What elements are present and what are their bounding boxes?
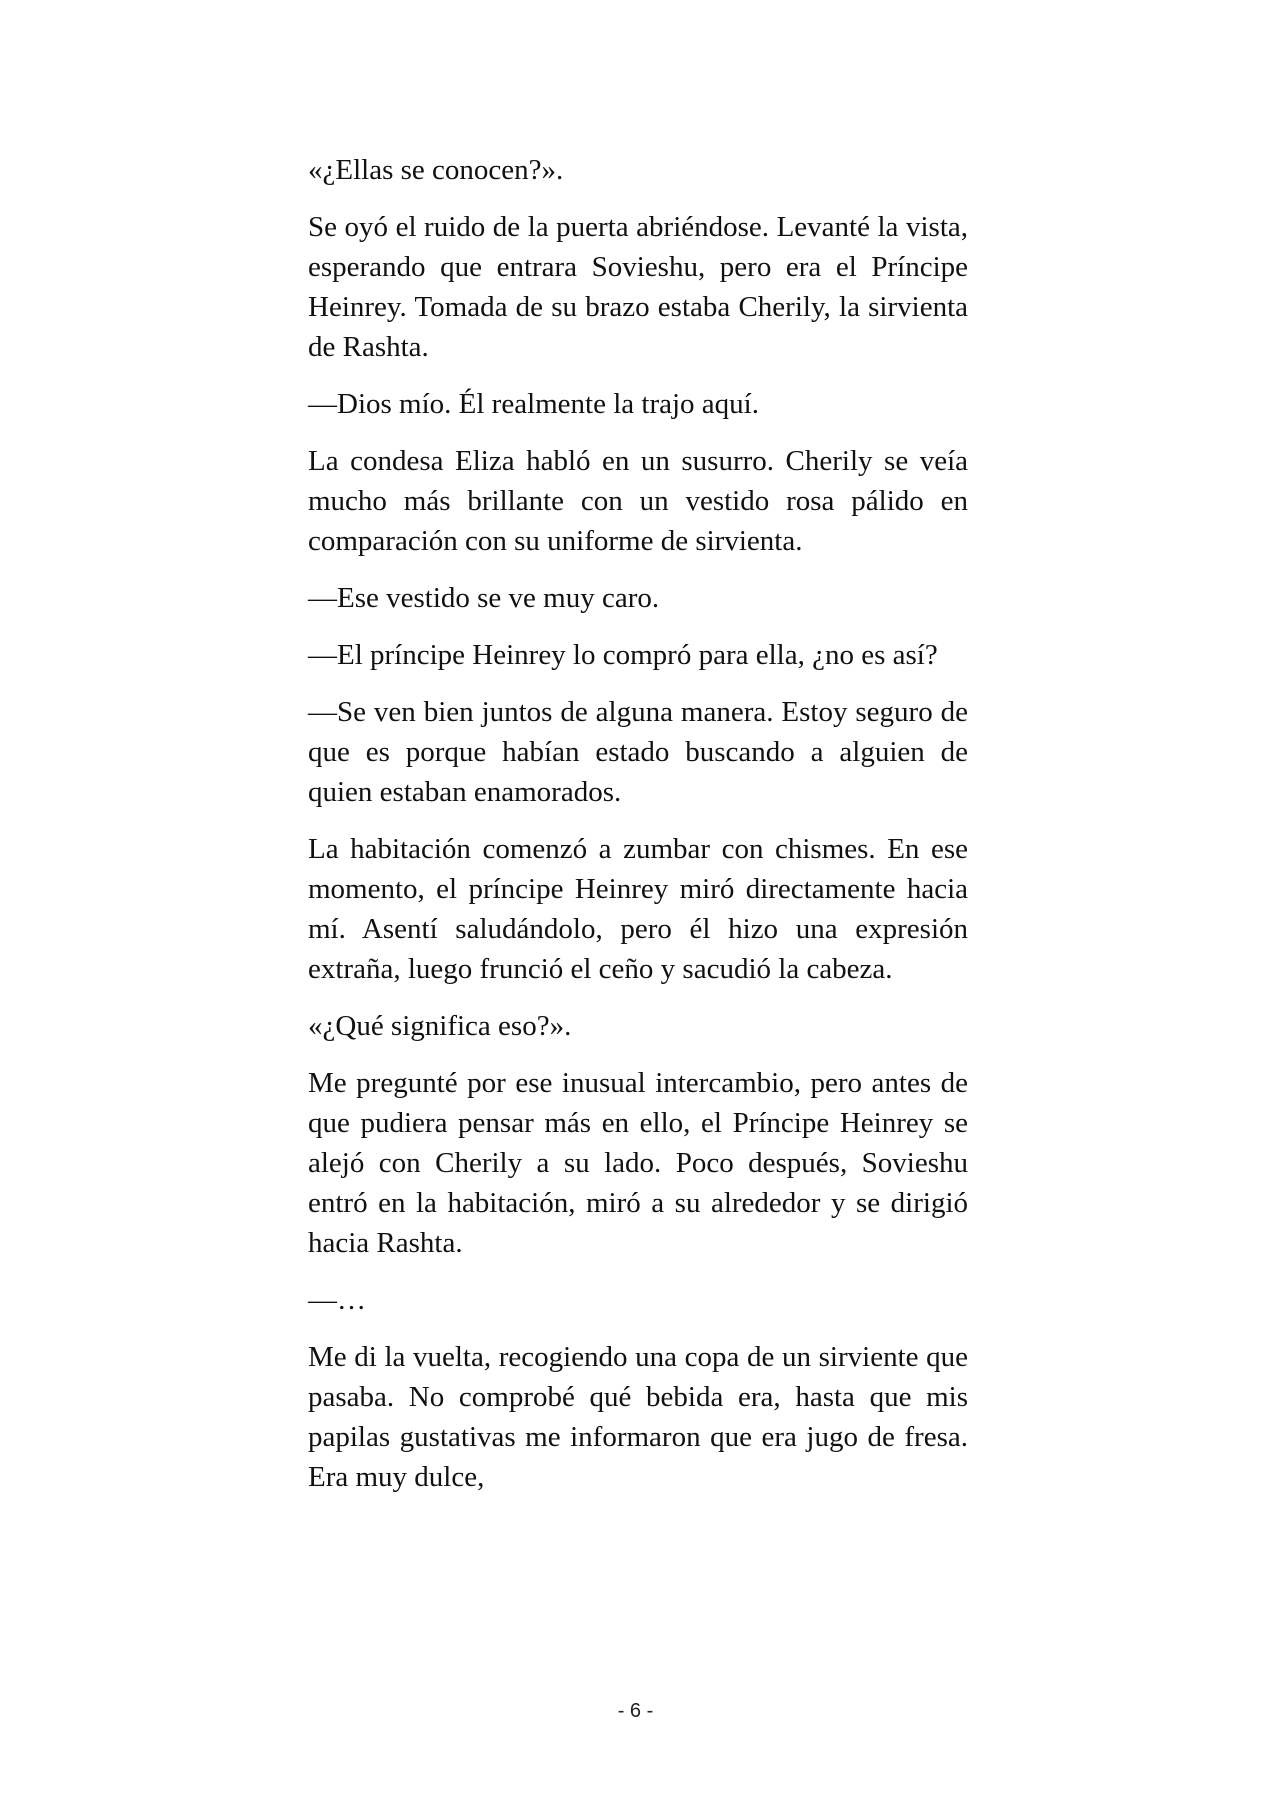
paragraph-6: —El príncipe Heinrey lo compró para ella, ¿no es así? <box>308 639 938 671</box>
paragraph-9: «¿Qué significa eso?». <box>308 1010 572 1042</box>
paragraph-11: —… <box>308 1284 366 1316</box>
paragraph-12: Me di la vuelta, recogiendo una copa de un sirviente que pasaba. No comprobé qué bebida era, hasta que mis papilas gustativas me informaron que era jugo de fresa. Era muy dulce, <box>308 1341 968 1493</box>
page-number: - 6 - <box>617 1700 654 1722</box>
paragraph-1: «¿Ellas se conocen?». <box>308 154 564 186</box>
paragraph-10: Me pregunté por ese inusual intercambio, pero antes de que pudiera pensar más en ello, el Príncipe Heinrey se alejó con Cherily a su lado. Poco después, Sovieshu entró en la habitación, miró a su alrededor y se dirigió hacia Rashta. <box>308 1067 968 1259</box>
body-text <box>308 150 968 1514</box>
paragraph-3: —Dios mío. Él realmente la trajo aquí. <box>308 388 759 420</box>
paragraph-2: Se oyó el ruido de la puerta abriéndose. Levanté la vista, esperando que entrara Sovieshu, pero era el Príncipe Heinrey. Tomada de su brazo estaba Cherily, la sirvienta de Rashta. <box>308 211 968 363</box>
paragraph-4: La condesa Eliza habló en un susurro. Cherily se veía mucho más brillante con un vestido rosa pálido en comparación con su uniforme de sirvienta. <box>308 445 968 557</box>
paragraph-8: La habitación comenzó a zumbar con chismes. En ese momento, el príncipe Heinrey miró directamente hacia mí. Asentí saludándolo, pero él hizo una expresión extraña, luego frunció el ceño y sacudió la cabeza. <box>308 833 968 985</box>
paragraph-7: —Se ven bien juntos de alguna manera. Estoy seguro de que es porque habían estado buscando a alguien de quien estaban enamorados. <box>308 696 968 808</box>
paragraph-5: —Ese vestido se ve muy caro. <box>308 582 660 614</box>
